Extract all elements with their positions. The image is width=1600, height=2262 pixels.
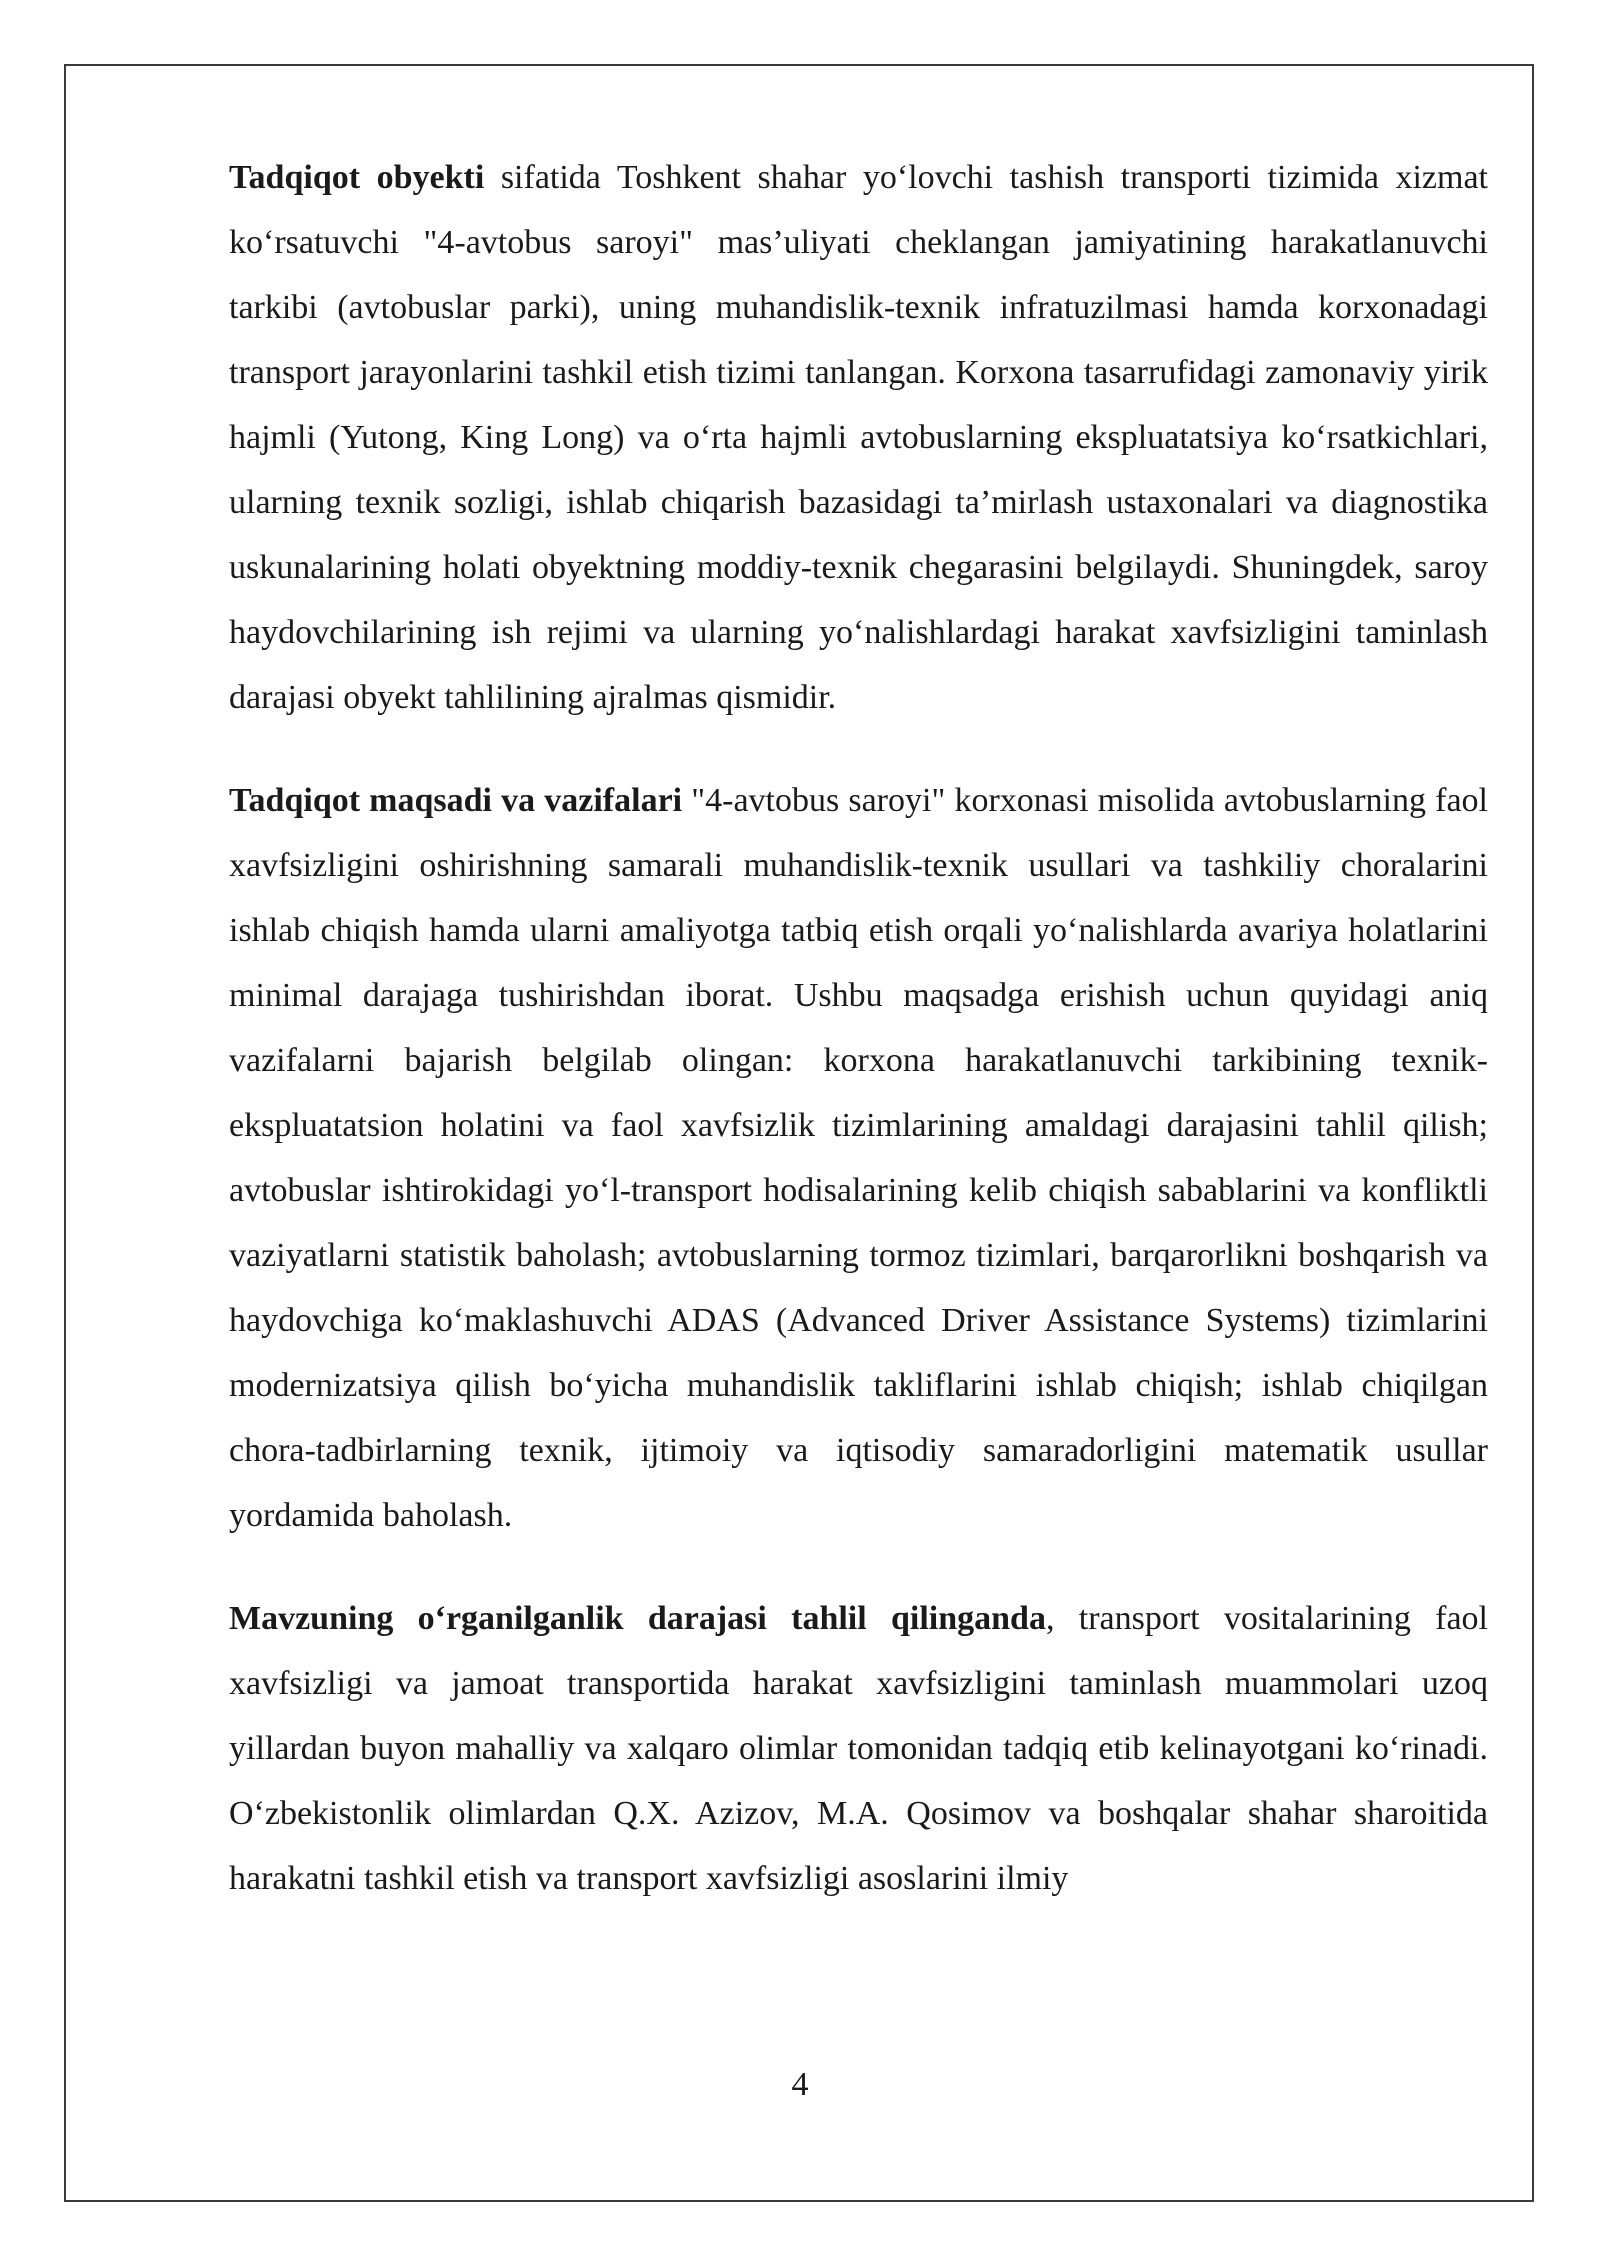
paragraph-lead: Mavzuning o‘rganilganlik darajasi tahlil qilinganda [229,1600,1046,1637]
paragraph-study-level [229,1586,1488,1911]
paragraph-text: "4-avtobus saroyi" korxonasi misolida avtobuslarning faol xavfsizligini oshirishning samarali muhandislik-texnik usullari va tashkiliy choralarini ishlab chiqish hamda ularni amaliyotga tatbiq etish orqali yo‘nalishlarda avariya holatlarini minimal darajaga tushirishdan iborat. Ushbu maqsadga erishish uchun quyidagi aniq vazifalarni bajarish belgilab olingan: korxona harakatlanuvchi tarkibining texnik-ekspluatatsion holatini va faol xavfsizlik tizimlarining amaldagi darajasini tahlil qilish; avtobuslar ishtirokidagi yo‘l-transport hodisalarining kelib chiqish sabablarini va konfliktli vaziyatlarni statistik baholash; avtobuslarning tormoz tizimlari, barqarorlikni boshqarish va haydovchiga ko‘maklashuvchi ADAS (Advanced Driver Assistance Systems) tizimlarini modernizatsiya qilish bo‘yicha muhandislik takliflarini ishlab chiqish; ishlab chiqilgan chora-tadbirlarning texnik, ijtimoiy va iqtisodiy samaradorligini matematik usullar yordamida baholash. [229,782,1488,1534]
paragraph-research-object [229,145,1488,730]
page-number: 4 [791,2066,809,2103]
paragraph-lead: Tadqiqot maqsadi va vazifalari [229,782,683,819]
paragraph-text: sifatida Toshkent shahar yo‘lovchi tashish transporti tizimida xizmat ko‘rsatuvchi "4-avtobus saroyi" mas’uliyati cheklangan jamiyatining harakatlanuvchi tarkibi (avtobuslar parki), uning muhandislik-texnik infratuzilmasi hamda korxonadagi transport jarayonlarini tashkil etish tizimi tanlangan. Korxona tasarrufidagi zamonaviy yirik hajmli (Yutong, King Long) va o‘rta hajmli avtobuslarning ekspluatatsiya ko‘rsatkichlari, ularning texnik sozligi, ishlab chiqarish bazasidagi ta’mirlash ustaxonalari va diagnostika uskunalarining holati obyektning moddiy-texnik chegarasini belgilaydi. Shuningdek, saroy haydovchilarining ish rejimi va ularning yo‘nalishlardagi harakat xavfsizligini taminlash darajasi obyekt tahlilining ajralmas qismidir. [229,159,1488,716]
paragraph-research-goals [229,768,1488,1548]
document-body [229,145,1488,1949]
paragraph-lead: Tadqiqot obyekti [229,159,485,196]
paragraph-text: , transport vositalarining faol xavfsizligi va jamoat transportida harakat xavfsizligini taminlash muammolari uzoq yillardan buyon mahalliy va xalqaro olimlar tomonidan tadqiq etib kelinayotgani ko‘rinadi. O‘zbekistonlik olimlardan Q.X. Azizov, M.A. Qosimov va boshqalar shahar sharoitida harakatni tashkil etish va transport xavfsizligi asoslarini ilmiy [229,1600,1489,1897]
